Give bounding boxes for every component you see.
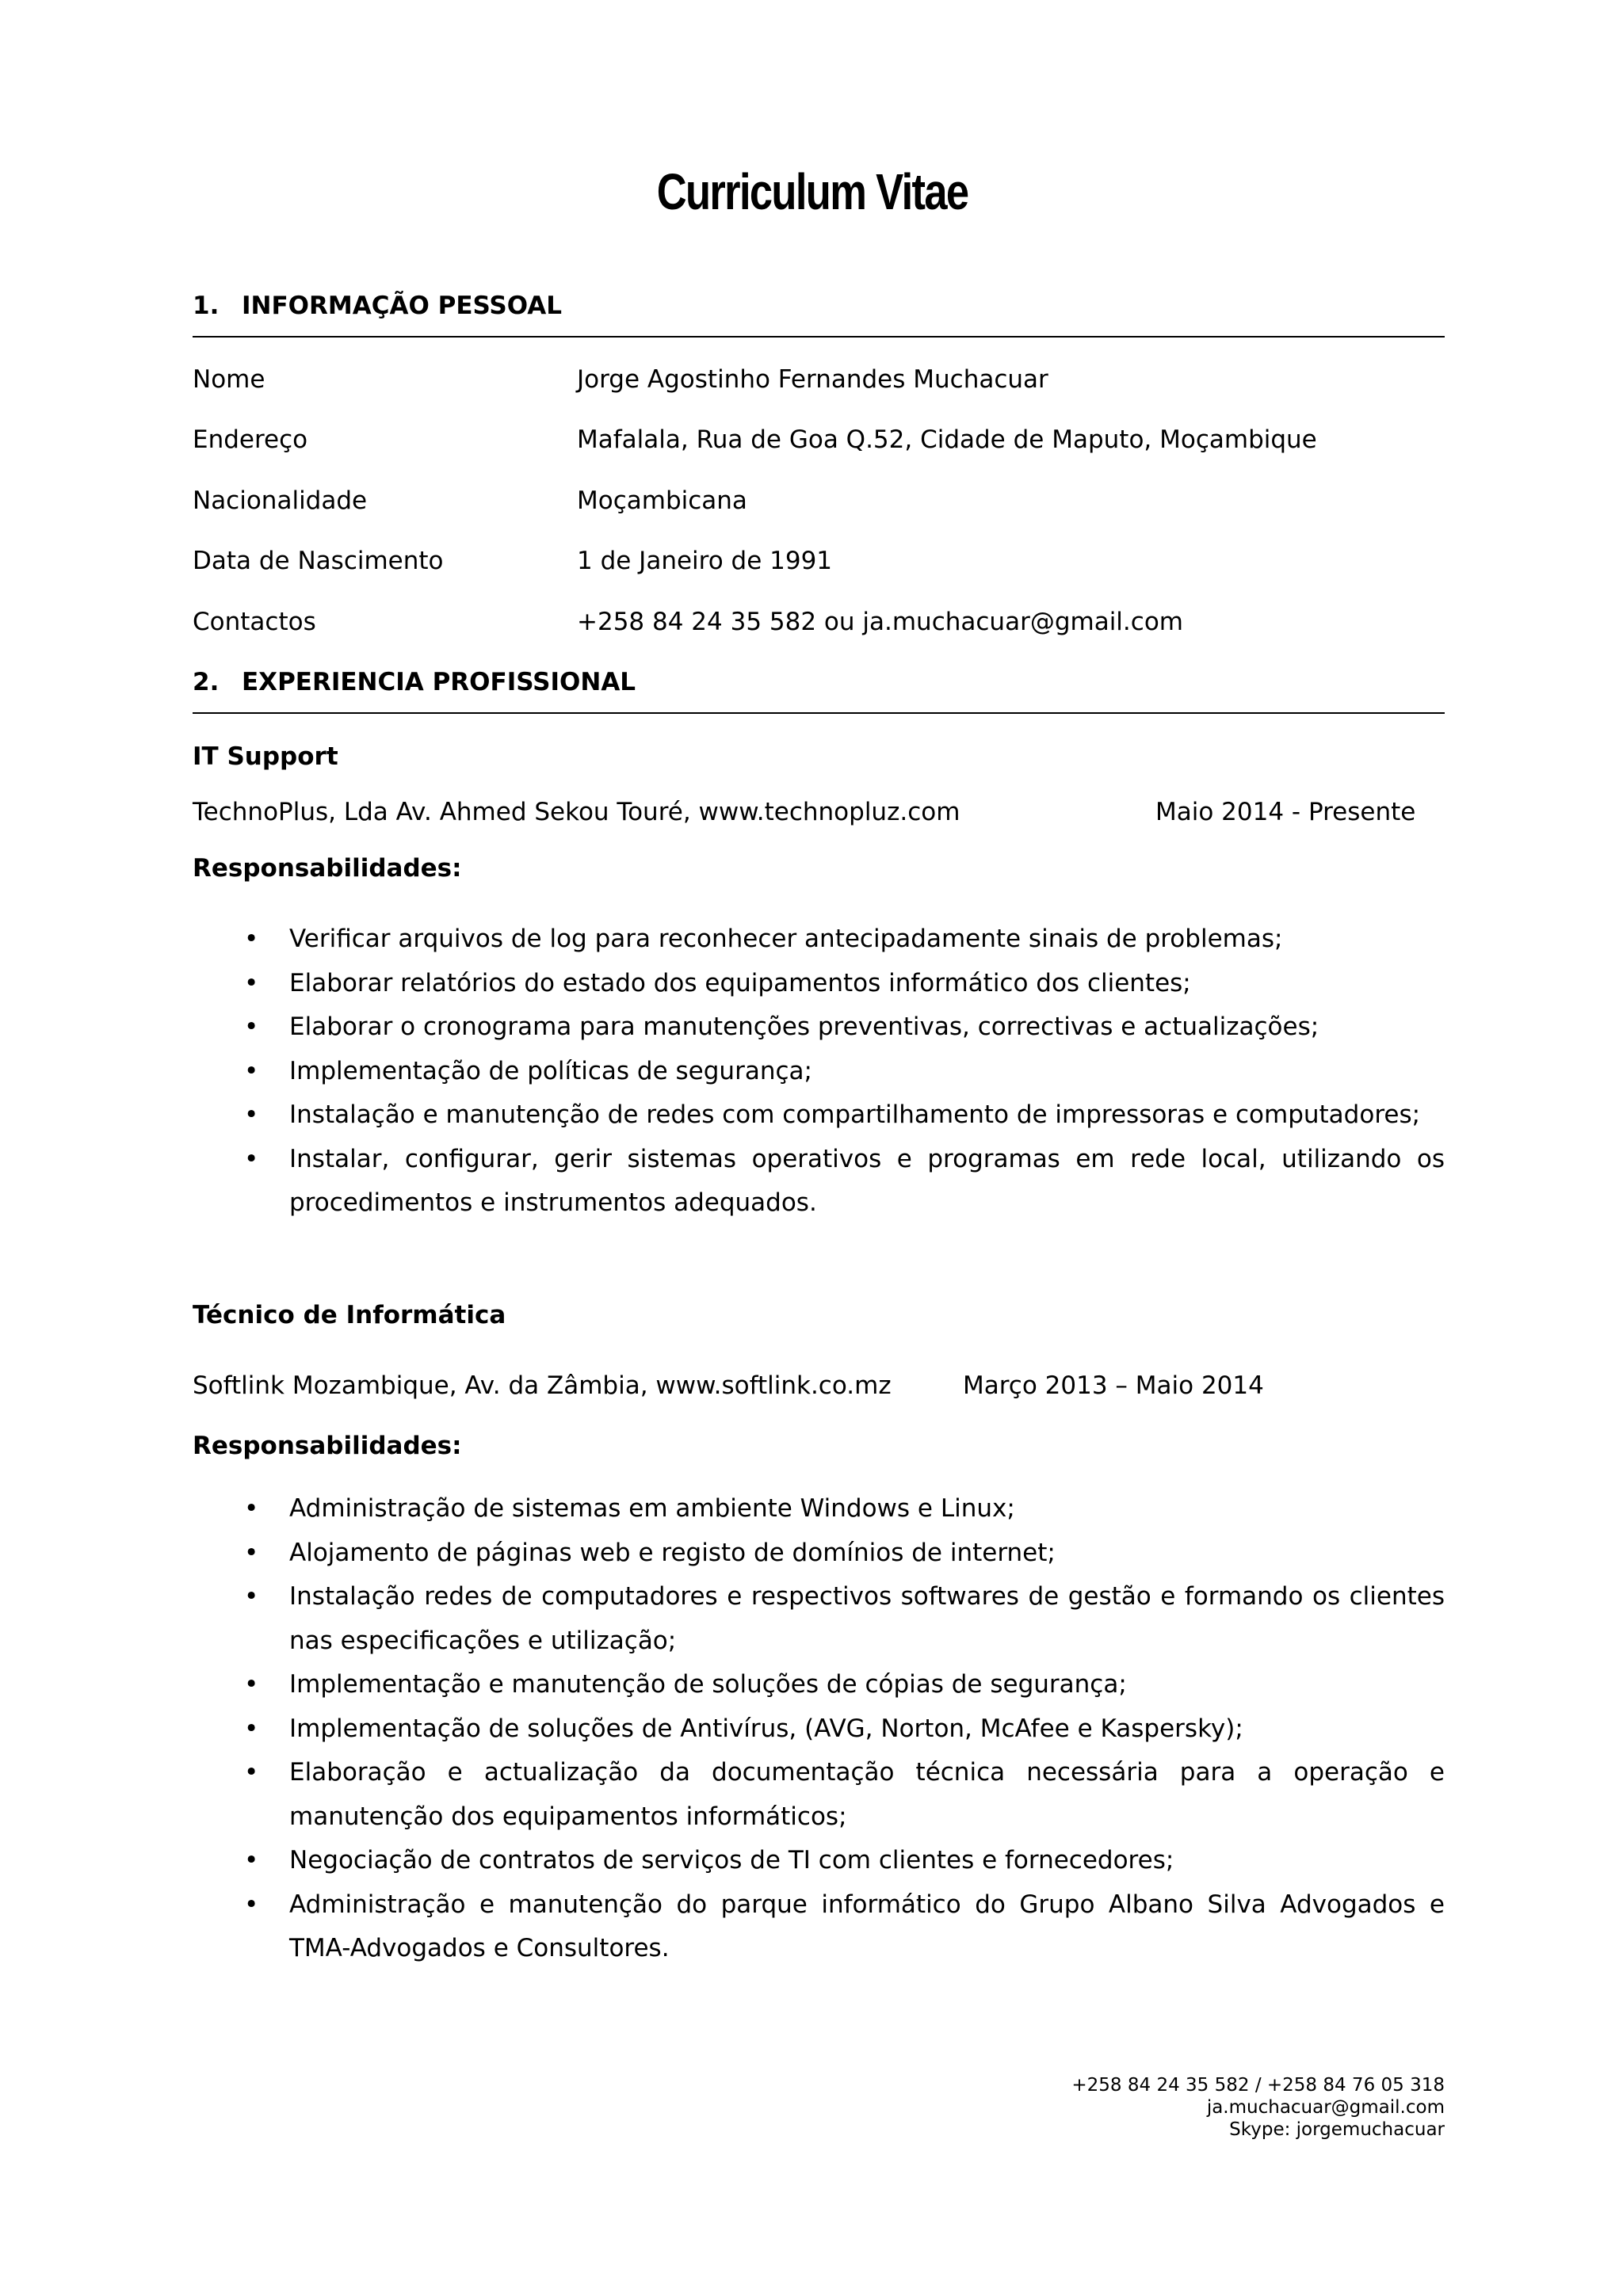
section-divider: [193, 712, 1445, 714]
footer-skype: Skype: jorgemuchacuar: [1229, 2119, 1445, 2140]
list-item: • Instalação redes de computadores e respectivos softwares de gestão e formando os clientes nas especificações e utilização;: [193, 1575, 1445, 1663]
info-label: Nacionalidade: [193, 486, 368, 515]
list-item: • Instalação e manutenção de redes com compartilhamento de impressoras e computadores;: [193, 1093, 1445, 1138]
responsibilities-label: Responsabilidades:: [193, 1432, 462, 1460]
list-item: • Implementação e manutenção de soluções de cópias de segurança;: [193, 1663, 1445, 1707]
section-heading-experience: [193, 668, 636, 696]
page-footer-contacts: [1071, 2074, 1445, 2141]
list-item: • Administração de sistemas em ambiente Windows e Linux;: [193, 1487, 1445, 1531]
footer-email: ja.muchacuar@gmail.com: [1206, 2097, 1445, 2118]
list-item: • Elaborar o cronograma para manutenções preventivas, correctivas e actualizações;: [193, 1005, 1445, 1050]
section-heading-personal: [193, 292, 562, 320]
info-label: Data de Nascimento: [193, 547, 444, 575]
bullet-icon: •: [244, 1100, 259, 1129]
info-value: Jorge Agostinho Fernandes Muchacuar: [577, 365, 1048, 394]
info-label: Endereço: [193, 425, 308, 454]
bullet-icon: •: [244, 1890, 259, 1919]
section-divider: [193, 336, 1445, 338]
section-number: 1.: [193, 292, 220, 320]
bullet-icon: •: [244, 1670, 259, 1699]
info-value: Moçambicana: [577, 486, 747, 515]
job-title: Técnico de Informática: [193, 1301, 506, 1329]
responsibilities-label: Responsabilidades:: [193, 854, 462, 883]
footer-phones: +258 84 24 35 582 / +258 84 76 05 318: [1071, 2075, 1445, 2096]
bullet-icon: •: [244, 1494, 259, 1523]
bullet-icon: •: [244, 1144, 259, 1173]
list-item: • Implementação de soluções de Antivírus, (AVG, Norton, McAfee e Kaspersky);: [193, 1707, 1445, 1752]
info-value: +258 84 24 35 582 ou ja.muchacuar@gmail.com: [577, 608, 1183, 636]
list-item: • Implementação de políticas de segurança;: [193, 1050, 1445, 1094]
bullet-icon: •: [244, 1758, 259, 1787]
list-item: • Negociação de contratos de serviços de TI com clientes e fornecedores;: [193, 1839, 1445, 1883]
info-value: Mafalala, Rua de Goa Q.52, Cidade de Maputo, Moçambique: [577, 425, 1317, 454]
responsibilities-list: [193, 917, 1445, 1226]
bullet-icon: •: [244, 1846, 259, 1875]
bullet-icon: •: [244, 1714, 259, 1743]
list-item: • Elaboração e actualização da documentação técnica necessária para a operação e manutenção dos equipamentos informáticos;: [193, 1751, 1445, 1839]
bullet-icon: •: [244, 1013, 259, 1041]
bullet-icon: •: [244, 925, 259, 953]
info-label: Nome: [193, 365, 265, 394]
section-number: 2.: [193, 668, 220, 696]
list-item: • Alojamento de páginas web e registo de domínios de internet;: [193, 1531, 1445, 1576]
list-item: • Elaborar relatórios do estado dos equipamentos informático dos clientes;: [193, 962, 1445, 1006]
bullet-icon: •: [244, 968, 259, 997]
document-title: Curriculum Vitae: [656, 163, 968, 220]
job-title: IT Support: [193, 742, 338, 771]
list-item: • Administração e manutenção do parque informático do Grupo Albano Silva Advogados e TMA-Advogados e Consultores.: [193, 1883, 1445, 1971]
list-item: • Instalar, configurar, gerir sistemas operativos e programas em rede local, utilizando os procedimentos e instrumentos adequados.: [193, 1138, 1445, 1226]
section-title: EXPERIENCIA PROFISSIONAL: [242, 668, 636, 696]
responsibilities-list: [193, 1487, 1445, 1971]
job-company: TechnoPlus, Lda Av. Ahmed Sekou Touré, www.technopluz.com: [193, 798, 960, 826]
bullet-icon: •: [244, 1056, 259, 1085]
list-item: • Verificar arquivos de log para reconhecer antecipadamente sinais de problemas;: [193, 917, 1445, 962]
bullet-icon: •: [244, 1582, 259, 1611]
job-company: Softlink Mozambique, Av. da Zâmbia, www.softlink.co.mz: [193, 1371, 892, 1400]
info-label: Contactos: [193, 608, 316, 636]
info-value: 1 de Janeiro de 1991: [577, 547, 833, 575]
section-title: INFORMAÇÃO PESSOAL: [242, 292, 563, 320]
job-dates: Maio 2014 - Presente: [1155, 798, 1416, 826]
job-dates: Março 2013 – Maio 2014: [963, 1371, 1264, 1400]
bullet-icon: •: [244, 1538, 259, 1567]
